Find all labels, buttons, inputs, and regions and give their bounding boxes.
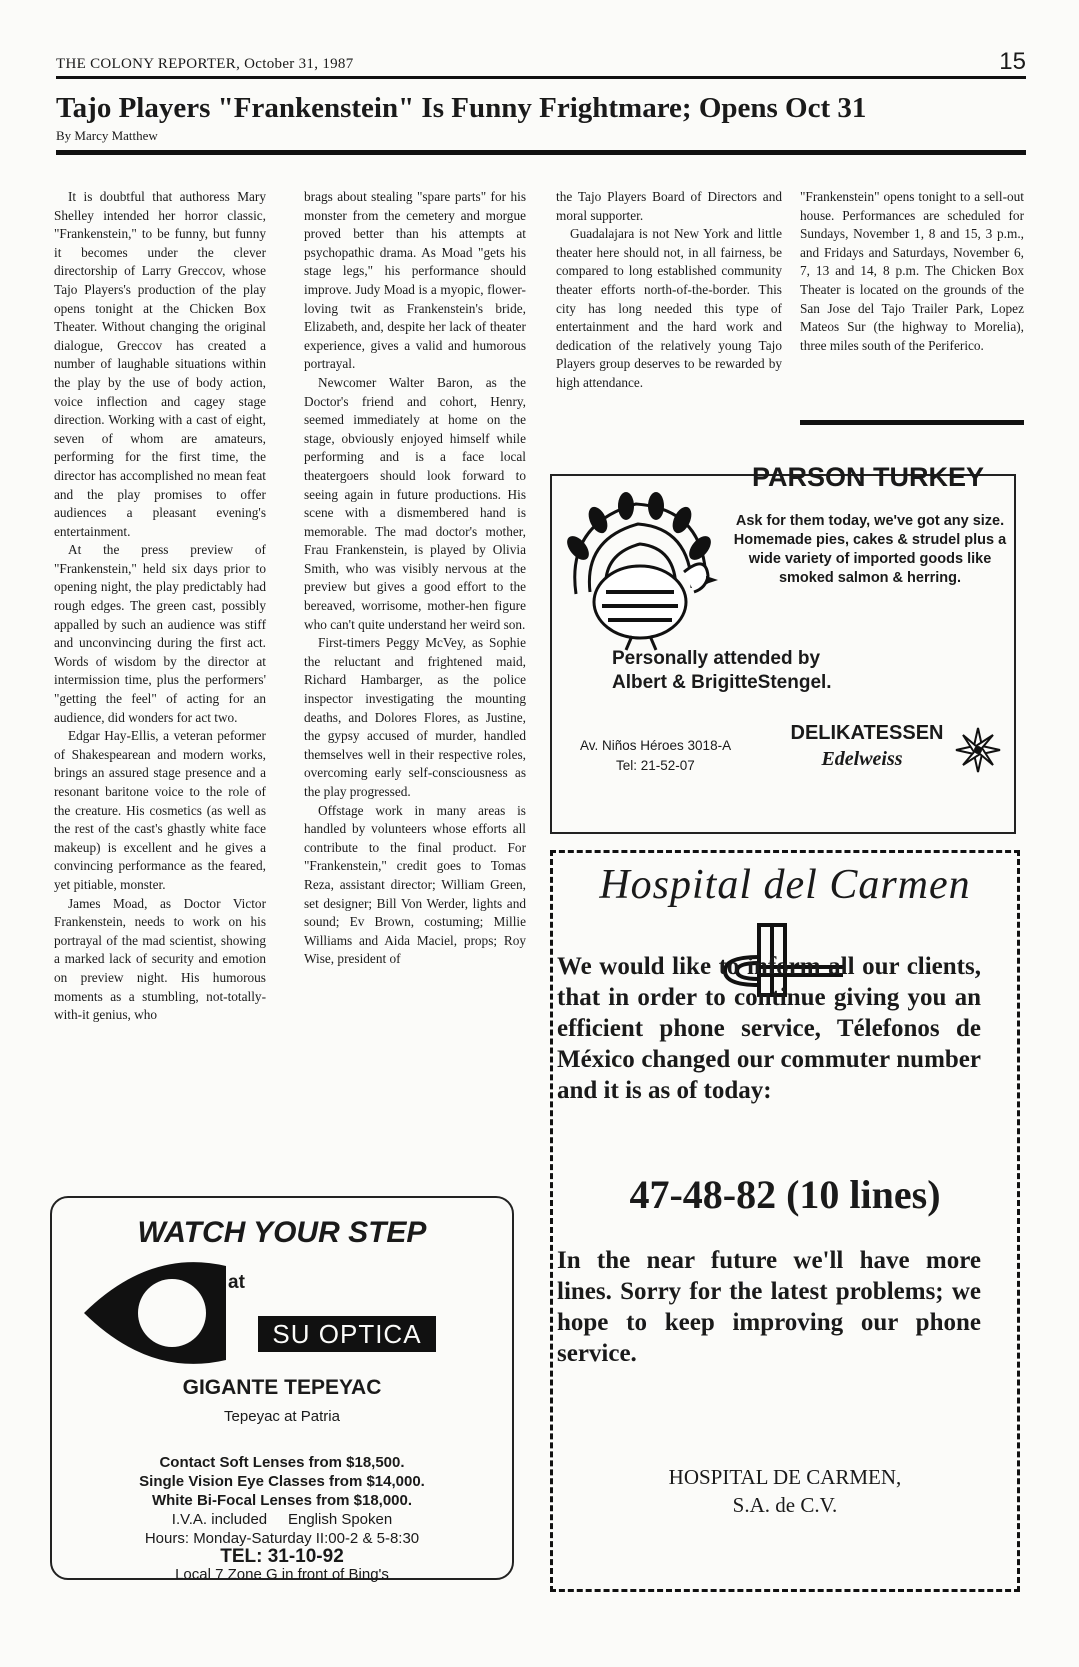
turkey-ad-owners: Albert & BrigitteStengel. [612, 672, 832, 693]
page-number: 15 [999, 48, 1026, 75]
eye-logo-icon [80, 1258, 230, 1368]
paragraph: brags about stealing "spare parts" for his monster from the cemetery and morgue proved better than his attempts at psychopathic drama. As Moad "gets his stage legs," his performance should improve. Judy Moad is a myopic, flower-loving twit as Frankenstein's bride, Elizabeth, and, despite her lack of theater experience, gives a valid and humorous portrayal. [304, 189, 526, 372]
optica-hours: Hours: Monday-Saturday II:00-2 & 5-8:30 [144, 1530, 420, 1547]
paragraph: It is doubtful that authoress Mary Shelley intended her horror classic, "Frankenstein," to be funny, but funny it becomes under the clever directorship of Larry Greccov, whose Tajo Players's production of the play opens tonight at the Chicken Box Theater. Without changing the original dialogue, Greccov has created a number of laughable situations within the play by the use of body action, voice inflection and cagey stage direction. Working with a cast of eight, seven of whom are amateurs, performing for the first time, the director has accomplished no mean feat and the play promises to offer audiences a pleasant evening's entertainment. [54, 189, 266, 539]
hospital-script-name: Hospital del Carmen [599, 862, 971, 908]
optica-telephone: TEL: 31-10-92 [220, 1546, 344, 1567]
turkey-ad-address: Av. Niños Héroes 3018-A [580, 738, 732, 753]
ad-su-optica [50, 1196, 514, 1583]
turkey-ad-title: PARSON TURKEY [751, 462, 985, 492]
paragraph: Guadalajara is not New York and little theater here should not, in all fairness, be compared to long established community theater efforts north-of-the-border. This city has long needed this type of entertainment and the hard work and dedication of the relatively young Tajo Players group deserves to be rewarded by high attendance. [556, 226, 782, 390]
hospital-footer-name: HOSPITAL DE CARMEN, [668, 1465, 902, 1489]
paper-name-date: THE COLONY REPORTER, October 31, 1987 [56, 56, 354, 72]
turkey-icon [556, 484, 724, 654]
article-column-2 [304, 188, 526, 969]
headline-rule [56, 150, 1026, 155]
article-byline: By Marcy Matthew [56, 128, 158, 143]
optica-line-4: I.V.A. included English Spoken [171, 1511, 393, 1528]
paragraph: "Frankenstein" opens tonight to a sell-out house. Performances are scheduled for Sundays, November 1, 8 and 15, 3 p.m., and Fridays and Saturdays, November 6, 7, 13 and 14, 8 p.m. The Chicken Box Theater is located on the grounds of the San Jose del Tajo Trailer Park, Lopez Mateos Sur (the highway to Morelia), three miles south of the Periferico. [800, 189, 1024, 353]
hospital-footer-company: S.A. de C.V. [732, 1493, 838, 1517]
paragraph: Offstage work in many areas is handled by volunteers whose efforts all contribute to the final product. For "Frankenstein," credit goes to Tomas Reza, assistant director; William Green, set designer; Bill Von Werder, lights and sound; Ev Brown, costuming; Millie Williams and Aida Maciel, props; Roy Wise, president of [304, 802, 526, 967]
edelweiss-flower-icon [954, 726, 1002, 774]
optica-brand: SU OPTICA [258, 1316, 436, 1352]
turkey-ad-attended: Personally attended by [612, 648, 821, 669]
optica-line-2: Single Vision Eye Classes from $14,000. [139, 1473, 425, 1490]
paragraph: James Moad, as Doctor Victor Frankenstein, needs to work on his portrayal of the mad scientist, showing a marked lack of security and emotion on preview night. His humorous moments as a stumbling, not-totally-with-it genius, who [54, 895, 266, 1023]
masthead [56, 48, 1026, 78]
paragraph: the Tajo Players Board of Directors and moral supporter. [556, 189, 782, 223]
article-column-4 [800, 188, 1024, 355]
paragraph: First-timers Peggy McVey, as Sophie the reluctant and frightened maid, Richard Hambarger, as the police inspector investigating the mounting deaths, and Dolores Flores, as Justine, the gypsy accused of murder, handled themselves well in their respective roles, overcoming early self-consciousness as the play progressed. [304, 635, 526, 799]
turkey-ad-brand: Edelweiss [821, 748, 903, 770]
ad-hospital-del-carmen [550, 850, 1020, 1592]
optica-location: GIGANTE TEPEYAC [182, 1376, 382, 1399]
article-headline: Tajo Players "Frankenstein" Is Funny Frightmare; Opens Oct 31 [56, 92, 867, 124]
optica-line-3: White Bi-Focal Lenses from $18,000. [151, 1492, 413, 1509]
paragraph: Edgar Hay-Ellis, a veteran peformer of Shakespearean and modern works, brings an assured stage presence and a resonant baritone voice to the role of the creature. His cosmetics (as well as the rest of the cast's ghastly white face makeup) is excellent and he gives a convincing performance as the feared, yet pitiable, monster. [54, 728, 266, 892]
optica-headline: WATCH YOUR STEP [137, 1216, 427, 1249]
paragraph: At the press preview of "Frankenstein," held six days prior to opening night, the play predictably had rough edges. The green cast, possibly appalled by such an audience was stiff and unconvincing during the first act. Words of wisdom by the director at intermission time, plus the performers' "getting the feel" of acting for an audience, did wonders for act two. [54, 542, 266, 725]
turkey-ad-phone: Tel: 21-52-07 [616, 758, 695, 773]
article-column-1 [54, 188, 266, 1025]
hospital-notice-body: We would like to inform all our clients, that in order to continue giving you an efficient phone service, Télefonos de México changed our commuter number and it is as of today: [557, 953, 981, 1104]
optica-at: at [228, 1272, 245, 1293]
optica-cross-streets: Tepeyac at Patria [224, 1408, 340, 1425]
optica-line-1: Contact Soft Lenses from $18,500. [159, 1454, 405, 1471]
ad-parson-turkey [550, 462, 1016, 834]
turkey-ad-body: Ask for them today, we've got any size. Homemade pies, cakes & strudel plus a wide variety of imported goods like smoked salmon & herring. [733, 513, 1007, 586]
article-column-3 [556, 188, 782, 393]
turkey-ad-store: DELIKATESSEN [790, 722, 944, 744]
hospital-phone-number: 47-48-82 (10 lines) [629, 1172, 941, 1217]
optica-local: Local 7 Zone G in front of Bing's [175, 1566, 389, 1583]
masthead-rule [56, 76, 1026, 79]
hospital-notice-followup: In the near future we'll have more lines. Sorry for the latest problems; we hope to keep improving our phone service. [557, 1247, 981, 1367]
paragraph: Newcomer Walter Baron, as the Doctor's friend and cohort, Henry, seemed immediately at home on the stage, obviously enjoyed himself while performing and is a face local theatergoers should look forward to seeing again in future productions. His scene with a dismembered hand is memorable. The mad doctor's mother, Frau Frankenstein, is played by Olivia Smith, who was visibly nervous at the preview but gives a good effort to the bereaved, worrisome, mother-hen figure who can't quite understand her weird son. [304, 374, 526, 632]
article-end-rule [800, 420, 1024, 425]
